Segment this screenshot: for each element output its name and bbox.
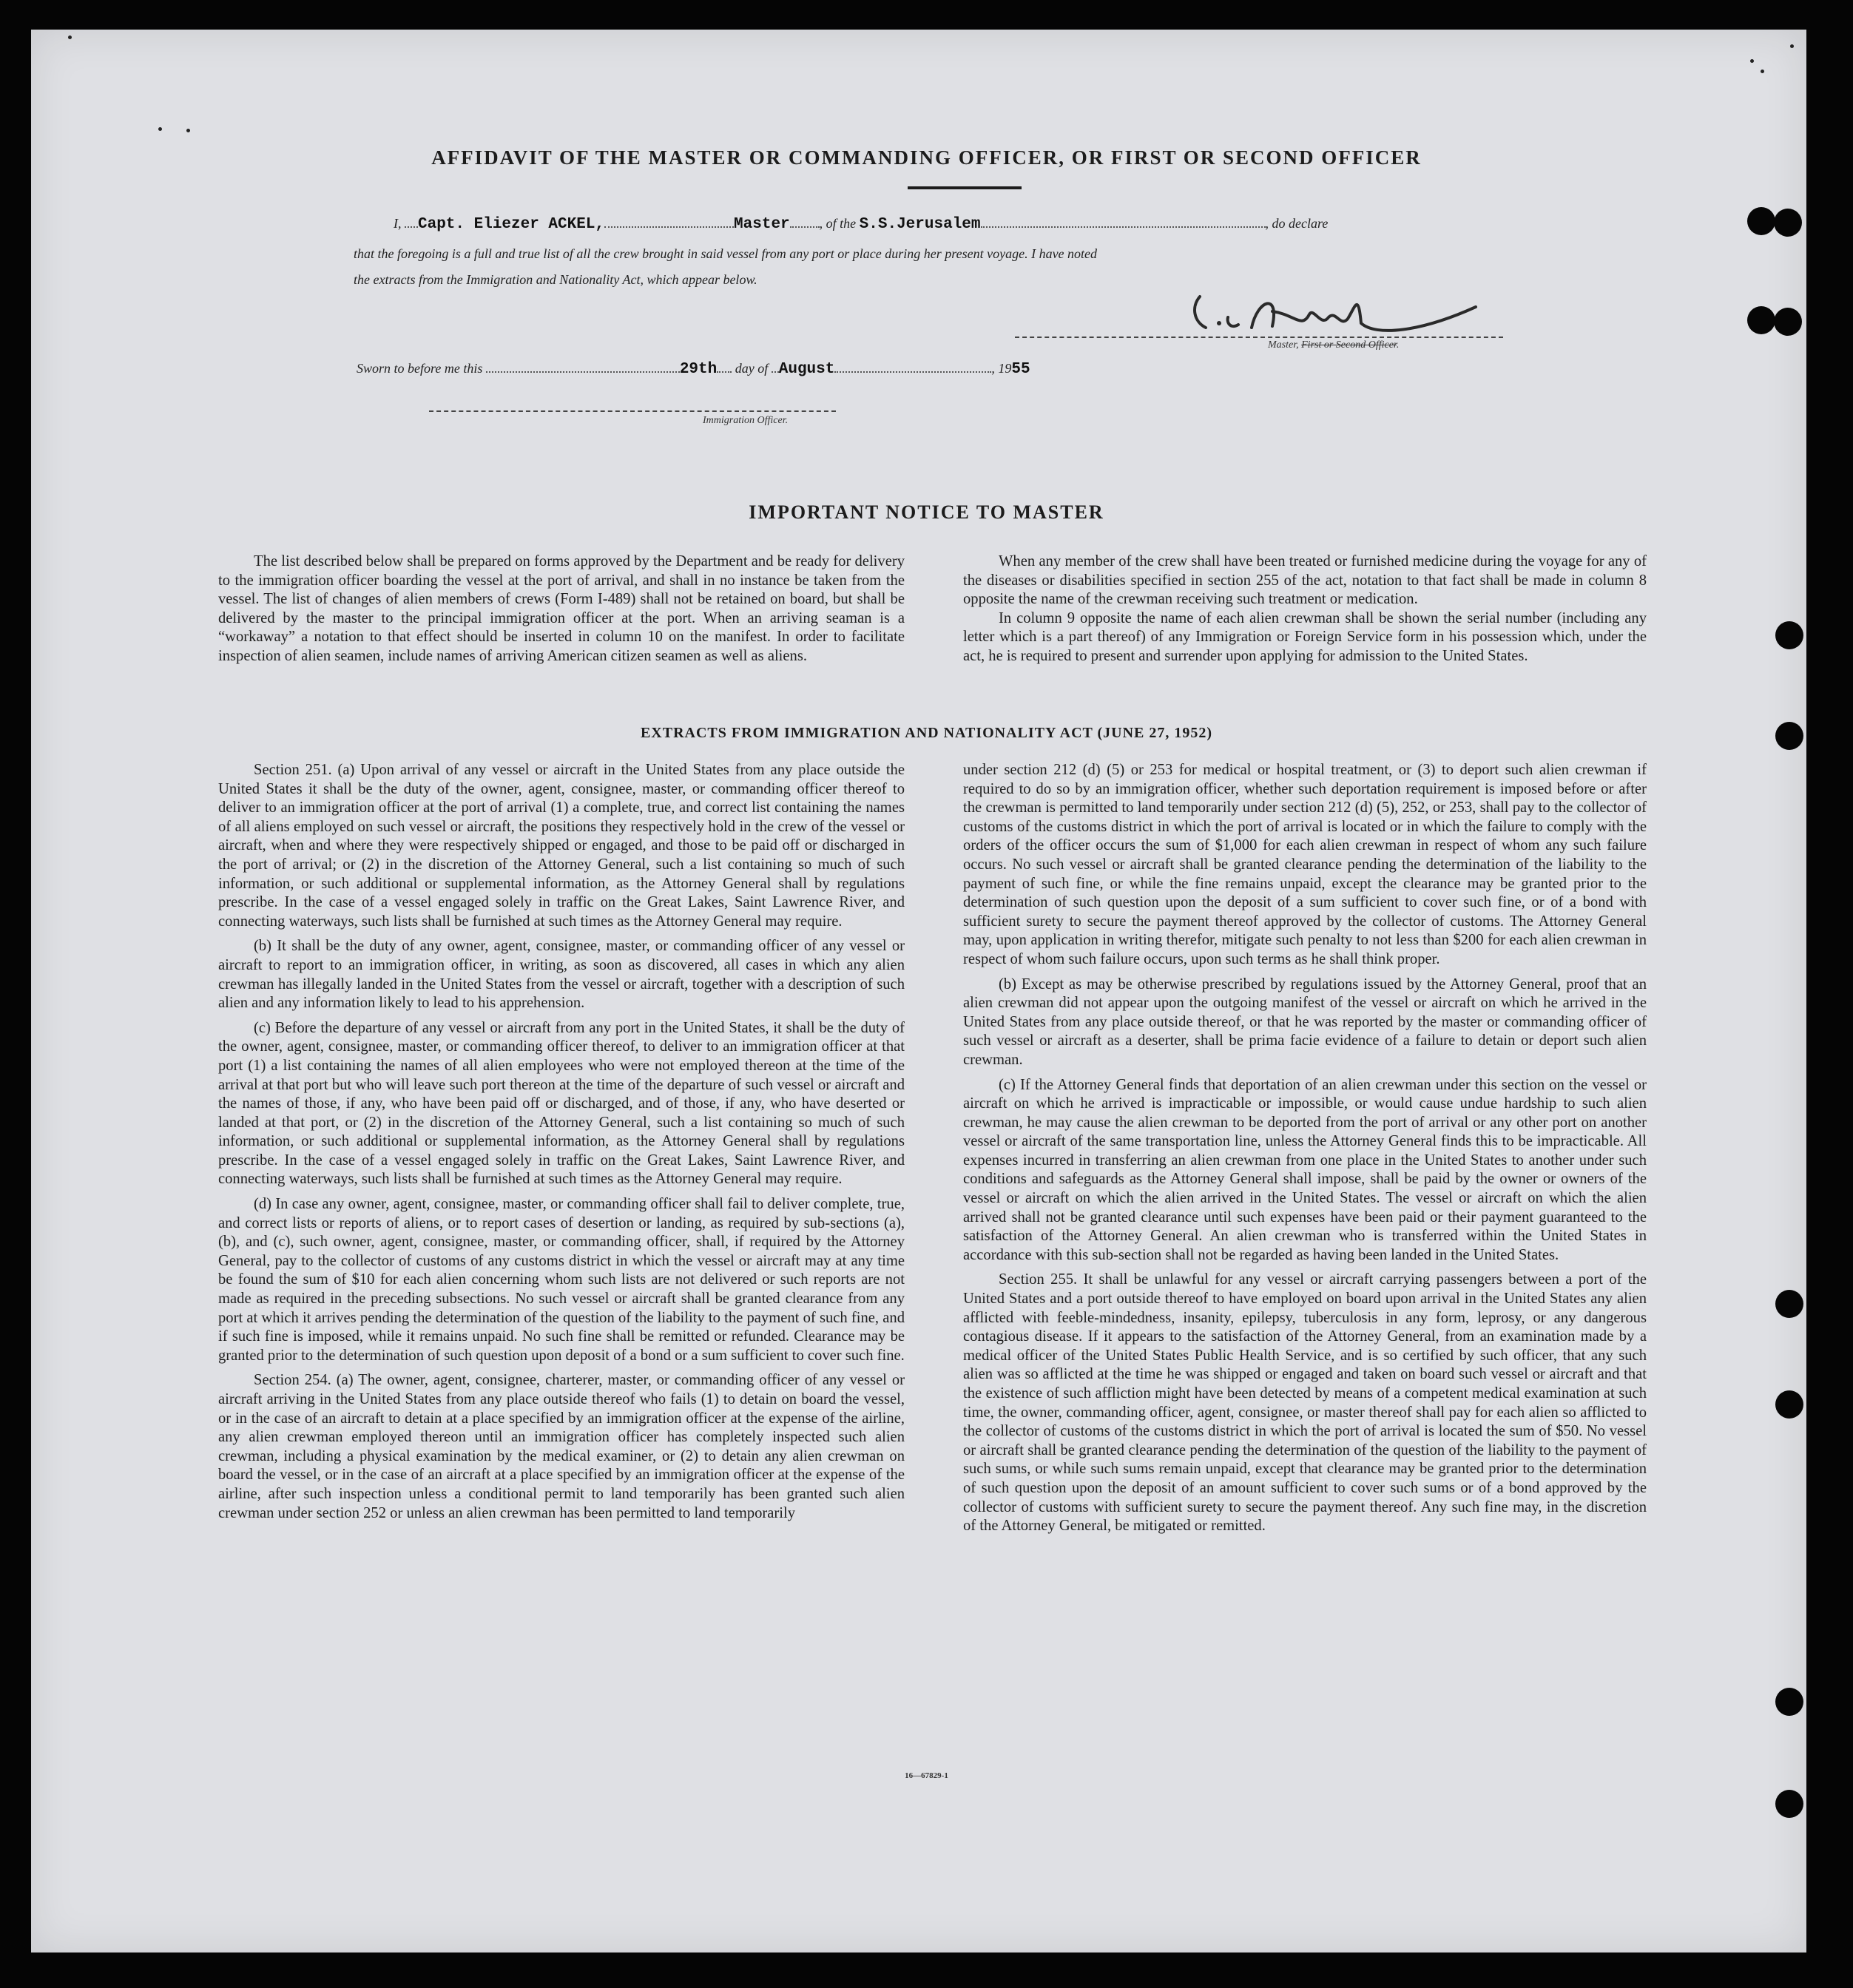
signature-line xyxy=(1015,337,1503,338)
of-the-label: , of the xyxy=(819,216,857,231)
form-number: 16—67829-1 xyxy=(905,1771,948,1780)
binder-hole-1 xyxy=(1747,207,1775,235)
master-name: Capt. Eliezer ACKEL, xyxy=(418,216,605,233)
binder-hole-9 xyxy=(1775,1688,1803,1716)
signature-caption xyxy=(1268,339,1399,351)
extracts-title: EXTRACTS FROM IMMIGRATION AND NATIONALITY ACT (JUNE 27, 1952) xyxy=(640,725,1213,741)
speck xyxy=(158,127,162,131)
binder-hole-5 xyxy=(1775,621,1803,649)
sworn-day: 29th xyxy=(679,361,718,378)
declaration-line-3: the extracts from the Immigration and Nationality Act, which appear below. xyxy=(354,272,757,287)
binder-hole-8 xyxy=(1775,1390,1803,1419)
immigration-officer-caption: Immigration Officer. xyxy=(703,415,789,426)
section-254-a: Section 254. (a) The owner, agent, consignee, charterer, master, or commanding officer of any vessel or aircraft arriving in the United States from any place outside thereof who fails (1) to detain on board the vessel, or in the case of an aircraft to detain at a place specified by an immigration officer at the expense of the airline, any alien crewman employed thereon until an immigration officer has completely inspected such alien crewman, including a physical examination by the medical examiner, or (2) to detain any alien crewman on board the vessel, or in the case of an aircraft at a place specified by an immigration officer at the expense of the airline, after such inspection unless a conditional permit to land temporarily has been granted such alien crewman under section 252 or unless an alien crewman has been permitted to land temporarily xyxy=(218,1372,905,1521)
binder-hole-4 xyxy=(1774,308,1802,336)
extracts-right-column xyxy=(963,761,1647,1542)
speck xyxy=(1761,70,1764,73)
sworn-month: August xyxy=(778,361,835,378)
speck xyxy=(1790,44,1794,48)
section-251-d: (d) In case any owner, agent, consignee, master, or commanding officer shall fail to deliver complete, true, and correct lists or reports of aliens, or to report cases of desertion or landing, as required by sub-sections (a), (b), and (c), such owner, agent, consignee, master, or commanding officer, shall, if required by the Attorney General, pay to the collector of customs of any customs district in which the vessel or aircraft may at any time be found the sum of $10 for each alien concerning whom such lists are not delivered or such reports are not made as required in the preceding subsections. No such vessel or aircraft shall be granted clearance from any port at which it arrives pending the determination of the question of the liability to the payment of such fine, and if such fine is imposed, while it remains unpaid. No such fine shall be remitted or refunded. Clearance may be granted prior to the determination of such question upon deposit of a bond or a sum sufficient to cover such fine. xyxy=(218,1196,905,1364)
caption-period: . xyxy=(1396,339,1400,351)
binder-hole-3 xyxy=(1747,306,1775,334)
master-signature xyxy=(1184,285,1494,344)
notice-paragraph: The list described below shall be prepared on forms approved by the Department and be ready for delivery to the immigration officer boarding the vessel at the port of arrival, and shall in no instance be taken from the vessel. The list of changes of alien members of crews (Form I-489) shall not be retained on board, but shall be delivered by the master to the principal immigration officer at the port. When an arriving seaman is a “workaway” a notation to that effect should be inserted in column 10 on the manifest. In order to facilitate inspection of alien seamen, include names of arriving American citizen seamen as well as aliens. xyxy=(218,553,905,664)
struck-officer-caption: First or Second Officer xyxy=(1301,339,1397,351)
section-251-c: (c) Before the departure of any vessel or aircraft from any port in the United States, it shall be the duty of the owner, agent, consignee, master, or commanding officer thereof, to deliver to an immigration officer at that port (1) a list containing the names of all alien employees who were not employed thereon at the time of the arrival at that port but who will leave such port thereon at the time of the departure of such vessel or aircraft and the names of those, if any, who have been paid off or discharged, and of those, if any, who have deserted or landed at that port, or (2) in the discretion of the Attorney General, such a list containing so much of such information, or such additional or supplemental information, as the Attorney General shall by regulations prescribe. In the case of a vessel engaged solely in traffic on the Great Lakes, Saint Lawrence River, and connecting waterways, such lists shall be furnished at such times as the Attorney General may require. xyxy=(218,1019,905,1188)
speck xyxy=(186,129,190,132)
notice-paragraph: When any member of the crew shall have been treated or furnished medicine during the voyage for any of the diseases or disabilities specified in section 255 of the act, notation to that fact shall be made in column 8 opposite the name of the crewman receiving such treatment or medication. xyxy=(963,553,1647,608)
declaration-line-2: that the foregoing is a full and true list of all the crew brought in said vessel from any port or place during her present voyage. I have noted xyxy=(354,246,1098,261)
section-255: Section 255. It shall be unlawful for any vessel or aircraft carrying passengers between a port of the United States and a port outside thereof to have employed on board upon arrival in the United States any alien afflicted with feeble-mindedness, insanity, epilepsy, tuberculosis in any form, leprosy, or any dangerous contagious disease. If it appears to the satisfaction of the Attorney General, from an examination made by a medical officer of the United States Public Health Service, and is so certified by such officer, that any such alien was so afflicted at the time he was shipped or engaged and taken on board such vessel or aircraft and that the existence of such affliction might have been detected by means of a competent medical examination at such time, the owner, commanding officer, agent, consignee, or master thereof shall pay for each alien so afflicted to the collector of customs of the customs district in which the port of arrival is located the sum of $50. No vessel or aircraft shall be granted clearance pending the determination of the question of the liability to the payment of such sums, or while such sums remain unpaid, except that clearance may be granted prior to the determination of such question upon the deposit of an amount sufficient to cover such sums or of a bond approved by the collector of customs with sufficient surety to secure the payment thereof. Any such fine may, in the discretion of the Attorney General, be mitigated or remitted. xyxy=(963,1271,1647,1535)
sworn-line xyxy=(357,361,1030,378)
notice-paragraph: In column 9 opposite the name of each alien crewman shall be shown the serial number (including any letter which is a part thereof) of any Immigration or Foreign Service form in his possession which, under the act, he is required to present and surrender upon applying for admission to the United States. xyxy=(963,609,1647,664)
year-prefix: , 19 xyxy=(991,361,1012,376)
immigration-officer-line xyxy=(429,410,836,412)
declaration-line-1 xyxy=(394,216,1328,233)
affidavit-title: AFFIDAVIT OF THE MASTER OR COMMANDING OFFICER, OR FIRST OR SECOND OFFICER xyxy=(431,146,1422,169)
section-254-b: (b) Except as may be otherwise prescribed by regulations issued by the Attorney General, proof that an alien crewman did not appear upon the outgoing manifest of the vessel or aircraft on which he arrived in the United States from any place outside thereof, or that he was reported by the master or commanding officer of such vessel or aircraft as a deserter, shall be prima facie evidence of a failure to detain or deport such alien crewman. xyxy=(963,976,1647,1068)
do-declare-label: , do declare xyxy=(1265,216,1329,231)
section-251-a: Section 251. (a) Upon arrival of any vessel or aircraft in the United States from any place outside the United States it shall be the duty of the owner, agent, consignee, master, or commanding officer thereof to deliver to an immigration officer at the port of arrival (1) a complete, true, and correct list containing the names of all aliens employed on such vessel or aircraft, the positions they respectively hold in the crew of the vessel or aircraft, when and where they were respectively shipped or engaged, and those to be paid off or discharged in the port of arrival; or (2) in the discretion of the Attorney General, such a list containing so much of such information, or such additional or supplemental information, as the Attorney General shall by regulations prescribe. In the case of a vessel engaged solely in traffic on the Great Lakes, Saint Lawrence River, and connecting waterways, such lists shall be furnished at such times as the Attorney General may require. xyxy=(218,762,905,930)
section-251-b: (b) It shall be the duty of any owner, agent, consignee, master, or commanding officer of any vessel or aircraft to report to an immigration officer, in writing, as soon as discovered, all cases in which any alien crewman has illegally landed in the United States from the vessel or aircraft, together with a description of such alien and any information likely to lead to his apprehension. xyxy=(218,938,905,1012)
bleed-through-texture xyxy=(222,1790,1627,1938)
notice-left-column xyxy=(218,552,905,672)
master-caption: Master, xyxy=(1268,339,1299,351)
binder-hole-7 xyxy=(1775,1290,1803,1318)
section-254-c: (c) If the Attorney General finds that deportation of an alien crewman under this section on the vessel or aircraft on which he arrived is impracticable or impossible, or would cause undue hardship to such alien crewman, he may cause the alien crewman to be deported from the port of arrival or any other port on another vessel or aircraft of the same transportation line, unless the Attorney General finds this to be impracticable. All expenses incurred in transferring an alien crewman from one place in the United States to another under such conditions and safeguards as the Attorney General shall impose, shall be paid by the owner or owners of the vessel or aircraft on which the alien arrived in the United States. The vessel or aircraft on which the alien arrived shall not be granted clearance until such expenses have been paid or their payment guaranteed to the satisfaction of the Attorney General. An alien crewman who is transferred within the United States in accordance with this sub-section shall not be regarded as having been landed in the United States. xyxy=(963,1076,1647,1263)
position-value: Master xyxy=(734,216,790,233)
speck xyxy=(68,36,72,39)
extracts-left-column xyxy=(218,761,905,1523)
binder-hole-2 xyxy=(1774,209,1802,237)
binder-hole-10 xyxy=(1775,1790,1803,1818)
sworn-year: 55 xyxy=(1011,361,1030,378)
notice-right-column xyxy=(963,552,1647,672)
sworn-lead: Sworn to before me this xyxy=(357,361,483,376)
title-rule xyxy=(908,186,1022,189)
speck xyxy=(1750,59,1754,63)
section-254-a-continued: under section 212 (d) (5) or 253 for medical or hospital treatment, or (3) to deport such alien crewman if required to do so by an immigration officer, whether such deportation requirement is imposed before or after the crewman is permitted to land temporarily under section 212 (d) (5), 252, or 253, shall pay to the collector of customs of the customs district in which the port of arrival is located or in which the failure to comply with the orders of the officer occurs the sum of $1,000 for each alien crewman in respect of whom any such failure occurs. No such vessel or aircraft shall be granted clearance pending the determination of the liability to the payment of such fine, or while the fine remains unpaid, except the clearance may be granted prior to the determination of such question upon the deposit of a sum sufficient to cover such fine, or of a bond with sufficient surety to secure the payment thereof approved by the collector of customs. The Attorney General may, upon application in writing therefor, mitigate such penalty to not less than $200 for each alien crewman in respect of whom such failure occurs, upon such terms as he shall think proper. xyxy=(963,762,1647,967)
declaration-lead: I, xyxy=(394,216,402,231)
vessel-name: S.S.Jerusalem xyxy=(859,216,981,233)
notice-title: IMPORTANT NOTICE TO MASTER xyxy=(749,501,1104,523)
day-of-label: day of xyxy=(735,361,769,376)
